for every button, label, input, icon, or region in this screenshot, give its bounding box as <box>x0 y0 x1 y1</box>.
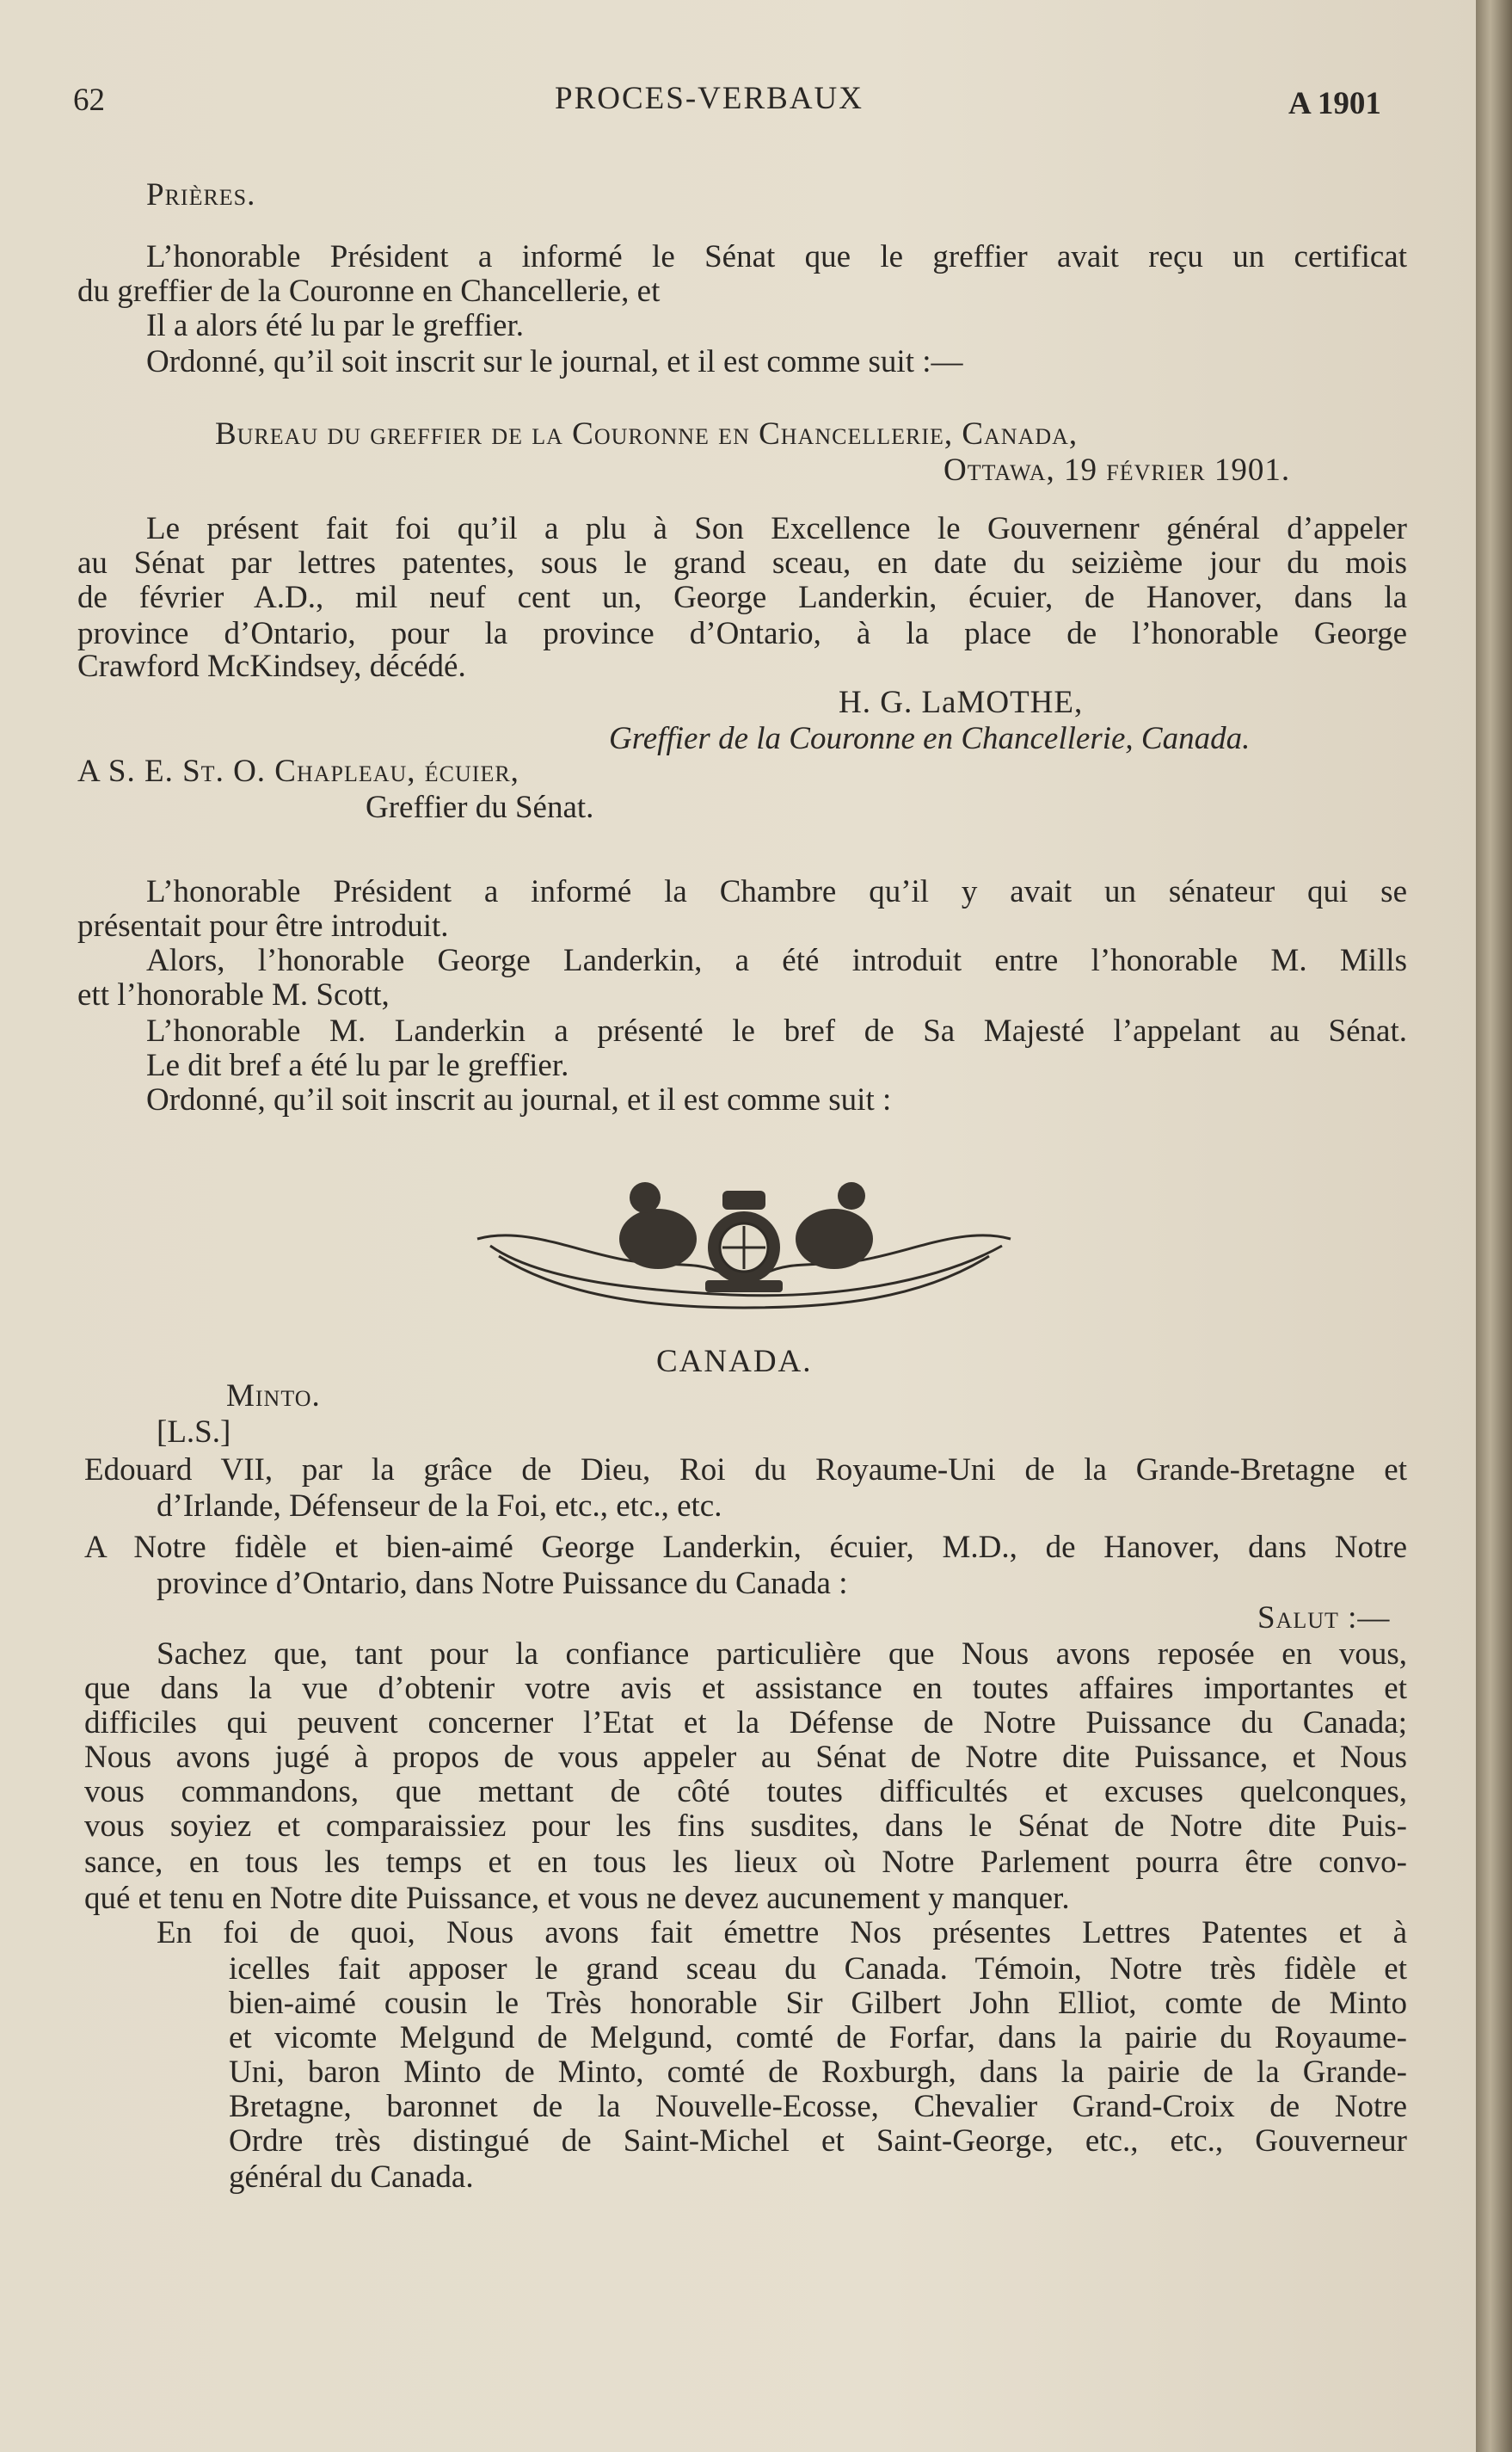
paragraph-line: L’honorable Président a informé le Sénat que le greffier avait reçu un certificat <box>146 239 1407 274</box>
paragraph-line: présentait pour être introduit. <box>77 909 449 944</box>
address-line: Greffier du Sénat. <box>366 790 594 825</box>
writ-heading-canada: CANADA. <box>656 1344 813 1379</box>
paragraph-line: L’honorable Président a informé la Chambre qu’il y avait un sénateur qui se <box>146 874 1407 909</box>
paragraph-line: du greffier de la Couronne en Chancellerie, et <box>77 274 661 309</box>
writ-line: vous commandons, que mettant de côté toutes difficultés et excuses quelconques, <box>84 1774 1407 1809</box>
writ-line: A Notre fidèle et bien-aimé George Landerkin, écuier, M.D., de Hanover, dans Notre <box>84 1530 1407 1565</box>
writ-line: Sachez que, tant pour la confiance particulière que Nous avons reposée en vous, <box>157 1636 1407 1672</box>
address-line: A S. E. St. O. Chapleau, écuier, <box>77 754 519 789</box>
writ-line: Bretagne, baronnet de la Nouvelle-Ecosse, Chevalier Grand-Croix de Notre <box>229 2089 1407 2124</box>
writ-line: bien-aimé cousin le Très honorable Sir Gilbert John Elliot, comte de Minto <box>229 1986 1407 2021</box>
writ-line: Ordre très distingué de Saint-Michel et Saint-George, etc., etc., Gouverneur <box>229 2123 1407 2159</box>
writ-line: Nous avons jugé à propos de vous appeler au Sénat de Notre dite Puissance, et Nous <box>84 1740 1407 1775</box>
certificate-line: de février A.D., mil neuf cent un, George Landerkin, écuier, de Hanover, dans la <box>77 580 1407 615</box>
writ-line: sance, en tous les temps et en tous les lieux où Notre Parlement pourra être convo- <box>84 1845 1407 1880</box>
writ-line: qué et tenu en Notre dite Puissance, et vous ne devez aucunement y manquer. <box>84 1881 1070 1916</box>
year-label: A 1901 <box>1288 86 1381 121</box>
paragraph-line: Ordonné, qu’il soit inscrit sur le journal, et il est comme suit :— <box>146 344 963 379</box>
page-number: 62 <box>73 83 105 118</box>
paragraph-line: Ordonné, qu’il soit inscrit au journal, et il est comme suit : <box>146 1082 892 1118</box>
paragraph-line: ett l’honorable M. Scott, <box>77 977 390 1013</box>
writ-line: Edouard VII, par la grâce de Dieu, Roi du Royaume-Uni de la Grande-Bretagne et <box>84 1452 1407 1488</box>
signature-name: H. G. LaMOTHE, <box>839 685 1084 720</box>
place-date: Ottawa, 19 février 1901. <box>943 453 1291 488</box>
section-heading-prieres: Prières. <box>146 177 256 213</box>
certificate-line: Crawford McKindsey, décédé. <box>77 649 466 684</box>
royal-coat-of-arms-icon <box>473 1179 1015 1316</box>
writ-minto: Minto. <box>226 1378 321 1414</box>
writ-line: En foi de quoi, Nous avons fait émettre Nos présentes Lettres Patentes et à <box>157 1915 1407 1950</box>
bureau-heading: Bureau du greffier de la Couronne en Chancellerie, Canada, <box>215 416 1079 452</box>
writ-line: que dans la vue d’obtenir votre avis et assistance en toutes affaires importantes et <box>84 1671 1407 1706</box>
writ-seal: [L.S.] <box>157 1414 231 1450</box>
page-edge <box>1476 0 1512 2452</box>
paragraph-line: Le dit bref a été lu par le greffier. <box>146 1048 569 1083</box>
paragraph-line: Alors, l’honorable George Landerkin, a été introduit entre l’honorable M. Mills <box>146 943 1407 978</box>
writ-salut: Salut :— <box>1257 1600 1391 1636</box>
writ-line: icelles fait apposer le grand sceau du Canada. Témoin, Notre très fidèle et <box>229 1951 1407 1987</box>
paragraph-line: Il a alors été lu par le greffier. <box>146 308 524 343</box>
writ-line: vous soyiez et comparaissiez pour les fins susdites, dans le Sénat de Notre dite Puis- <box>84 1808 1407 1844</box>
writ-line: général du Canada. <box>229 2159 474 2195</box>
certificate-line: au Sénat par lettres patentes, sous le grand sceau, en date du seizième jour du mois <box>77 545 1407 581</box>
writ-line: et vicomte Melgund de Melgund, comté de Forfar, dans la pairie du Royaume- <box>229 2020 1407 2055</box>
writ-line: difficiles qui peuvent concerner l’Etat et la Défense de Notre Puissance du Canada; <box>84 1705 1407 1740</box>
certificate-line: province d’Ontario, pour la province d’Ontario, à la place de l’honorable George <box>77 616 1407 651</box>
writ-line: d’Irlande, Défenseur de la Foi, etc., etc., etc. <box>157 1488 722 1524</box>
paragraph-line: L’honorable M. Landerkin a présenté le bref de Sa Majesté l’appelant au Sénat. <box>146 1013 1407 1049</box>
signature-title: Greffier de la Couronne en Chancellerie, Canada. <box>609 721 1251 756</box>
writ-line: province d’Ontario, dans Notre Puissance du Canada : <box>157 1566 848 1601</box>
running-title: PROCES-VERBAUX <box>555 81 864 116</box>
certificate-line: Le présent fait foi qu’il a plu à Son Excellence le Gouvernenr général d’appeler <box>146 511 1407 546</box>
writ-line: Uni, baron Minto de Minto, comté de Roxburgh, dans la pairie de la Grande- <box>229 2055 1407 2090</box>
